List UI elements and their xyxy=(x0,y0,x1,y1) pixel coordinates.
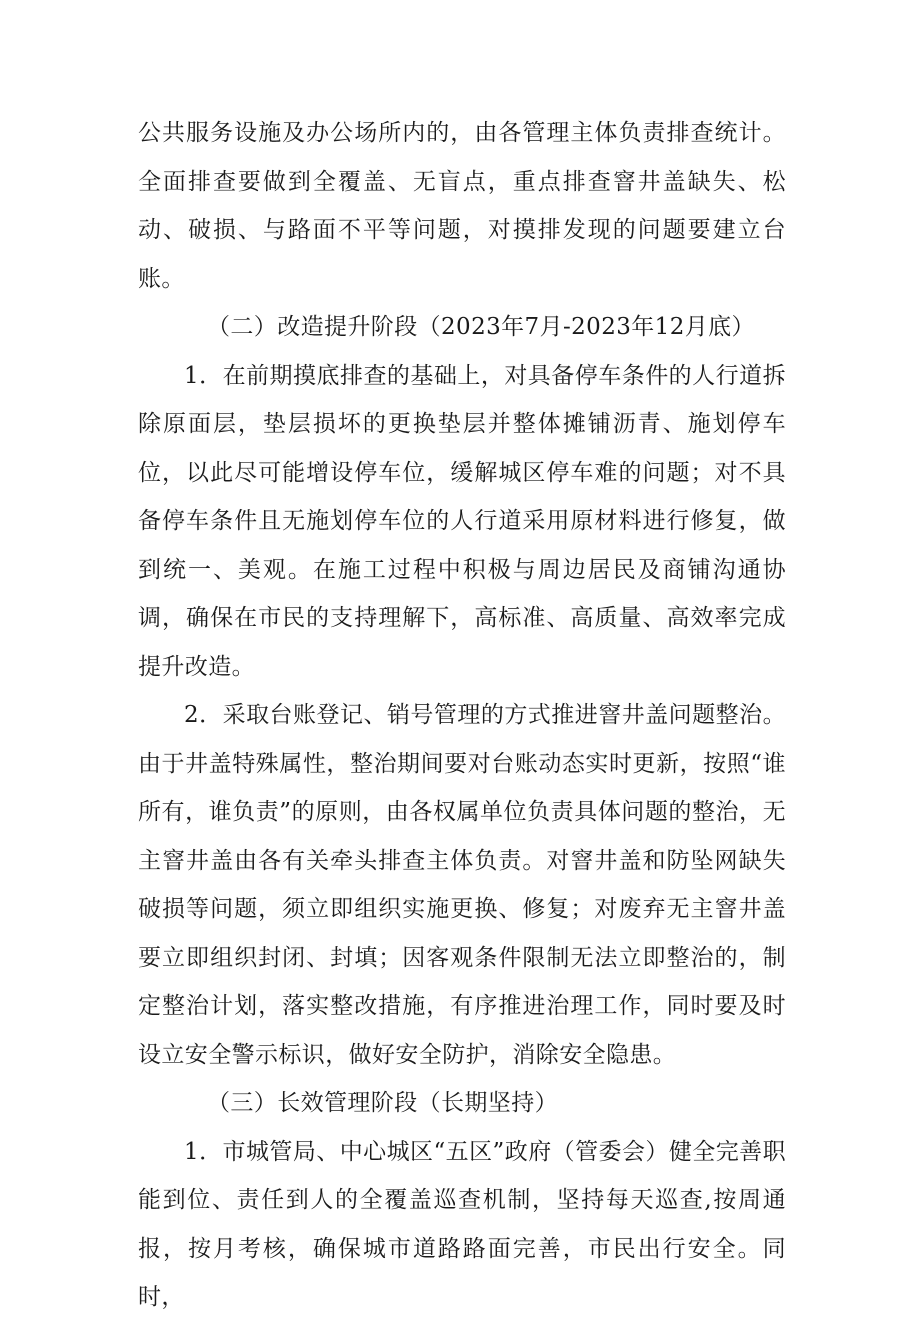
section-heading-renovation-stage: （二）改造提升阶段（2023年7月-2023年12月底） xyxy=(207,314,755,340)
paragraph-continued-survey: 公共服务设施及办公场所内的，由各管理主体负责排查统计。全面排查要做到全覆盖、无盲点，重点排查窨井盖缺失、松动、破损、与路面不平等问题，对摸排发现的问题要建立台账。 xyxy=(138,120,786,292)
document-body xyxy=(138,109,786,1322)
section-heading-longterm-management: （三）长效管理阶段（长期坚持） xyxy=(207,1090,558,1116)
paragraph-manhole-rectification: 2．采取台账登记、销号管理的方式推进窨井盖问题整治。由于井盖特殊属性，整治期间要对台账动态实时更新，按照“谁所有，谁负责”的原则，由各权属单位负责具体问题的整治，无主窨井盖由各有关牵头排查主体负责。对窨井盖和防坠网缺失破损等问题，须立即组织实施更换、修复；对废弃无主窨井盖要立即组织封闭、封填；因客观条件限制无法立即整治的，制定整治计划，落实整改措施，有序推进治理工作，同时要及时设立安全警示标识，做好安全防护，消除安全隐患。 xyxy=(138,702,786,1068)
paragraph-sidewalk-renovation: 1．在前期摸底排查的基础上，对具备停车条件的人行道拆除原面层，垫层损坏的更换垫层并整体摊铺沥青、施划停车位，以此尽可能增设停车位，缓解城区停车难的问题；对不具备停车条件且无施划停车位的人行道采用原材料进行修复，做到统一、美观。在施工过程中积极与周边居民及商铺沟通协调，确保在市民的支持理解下，高标准、高质量、高效率完成提升改造。 xyxy=(138,362,786,680)
paragraph-inspection-mechanism: 1．市城管局、中心城区“五区”政府（管委会）健全完善职能到位、责任到人的全覆盖巡查机制，坚持每天巡查,按周通报，按月考核，确保城市道路路面完善，市民出行安全。同时， xyxy=(138,1138,786,1310)
